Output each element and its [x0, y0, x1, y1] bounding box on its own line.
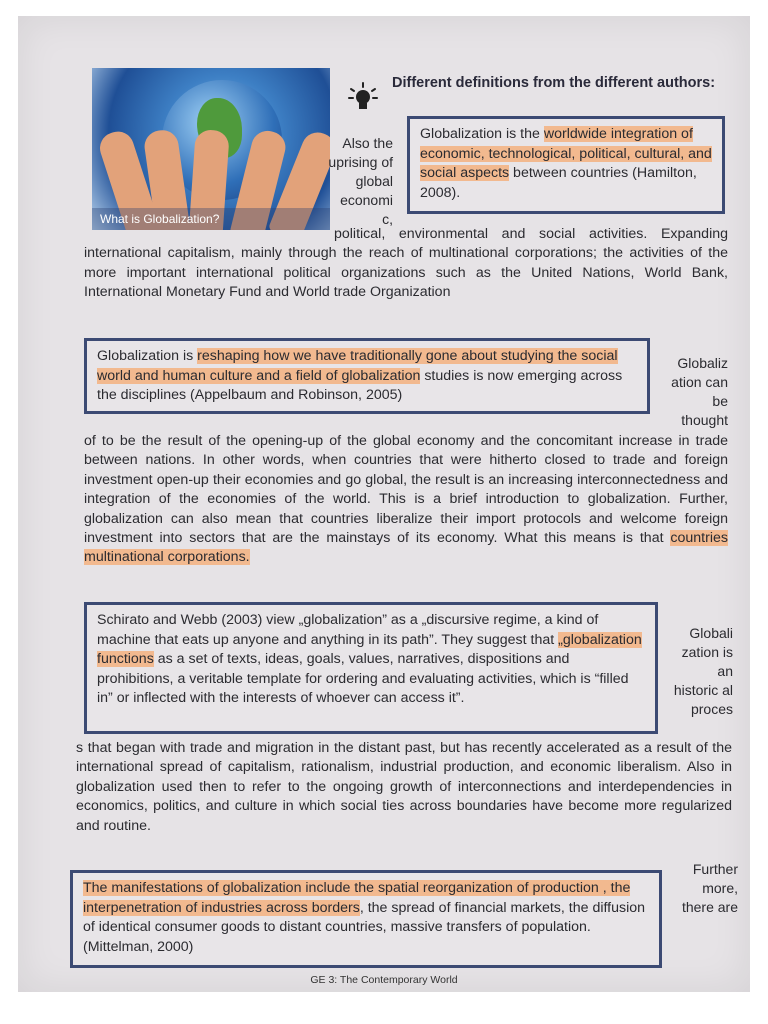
lightbulb-icon	[348, 82, 378, 112]
side-text-also-the: Also the uprising of global economi c,	[328, 135, 393, 227]
paragraph-political: political, environmental and social activities. Expanding international capitalism, mainly through the reach of multinational corporations; the activities of the more important international political organizations such as the United Nations, World Bank, International Monetary Fund and World trade Organization	[84, 226, 728, 301]
definition-box-hamilton	[407, 116, 725, 214]
side-text-furthermore: Further more, there are	[681, 861, 738, 915]
highlighted-text: countries multinational corporations.	[84, 530, 728, 566]
page-footer: GE 3: The Contemporary World	[310, 974, 458, 986]
box-text: Globalization is	[97, 348, 198, 364]
side-text-globalization-thought: Globaliz ation can be thought	[671, 355, 728, 428]
box-text: , the spread of financial markets, the diffusion of identical consumer goods to distant countries, massive transfers of population. (Mittelman, 2000)	[83, 899, 646, 955]
definition-box-mittelman	[70, 870, 662, 968]
box-text: Globalization is the	[420, 126, 544, 142]
highlighted-text: reshaping how we have traditionally gone about studying the social world and human culture and a field of globalization	[97, 348, 618, 384]
side-text-historical-process: Globali zation is an historic al proces	[673, 625, 733, 717]
definition-box-appelbaum	[84, 338, 650, 414]
paragraph-text: of to be the result of the opening-up of the global economy and the concomitant increase in trade between nations. In other words, when countries that were hitherto closed to trade and foreign investment open-up their economies and go global, the result is an increasing interconnectedness and integration of the economies of the world. This is a brief introduction to globalization. Further, globalization can also mean that countries liberalize their import protocols and welcome foreign investment into sectors that are the mainstays of its economy. What this means is that	[84, 433, 728, 547]
box-text: Schirato and Webb (2003) view „globalization” as a „discursive regime, a kind of machine that eats up anyone and anything in its path”. They suggest that	[97, 612, 599, 648]
highlighted-text: worldwide integration of economic, technological, political, cultural, and social aspects	[420, 126, 712, 181]
photo-caption: What is Globalization?	[92, 208, 330, 230]
definition-box-schirato-webb	[84, 602, 658, 734]
section-heading: Different definitions from the different authors:	[392, 75, 716, 91]
paragraph-opening-up	[84, 432, 728, 568]
globalization-photo	[92, 68, 330, 230]
document-page	[18, 16, 750, 992]
highlighted-text: „globalization functions	[97, 631, 642, 667]
paragraph-trade-migration: s that began with trade and migration in the distant past, but has recently accelerated as a result of the international spread of capitalism, rationalism, industrial production, and economic liberalism. Also in globalization used then to refer to the ongoing growth of interconnections and interdependencies in economics, politics, and culture in which social ties across boundaries have become more regularized and routine.	[76, 740, 732, 834]
highlighted-text: The manifestations of globalization include the spatial reorganization of production , the interpenetration of industries across borders	[83, 880, 631, 916]
box-text: between countries (Hamilton, 2008).	[420, 165, 697, 201]
box-text: as a set of texts, ideas, goals, values, narratives, dispositions and prohibitions, a veritable template for ordering and evaluating activities, which is “filled in” or inflected with the interests of whoever can access it”.	[97, 651, 629, 706]
box-text: studies is now emerging across the disciplines (Appelbaum and Robinson, 2005)	[97, 367, 623, 403]
